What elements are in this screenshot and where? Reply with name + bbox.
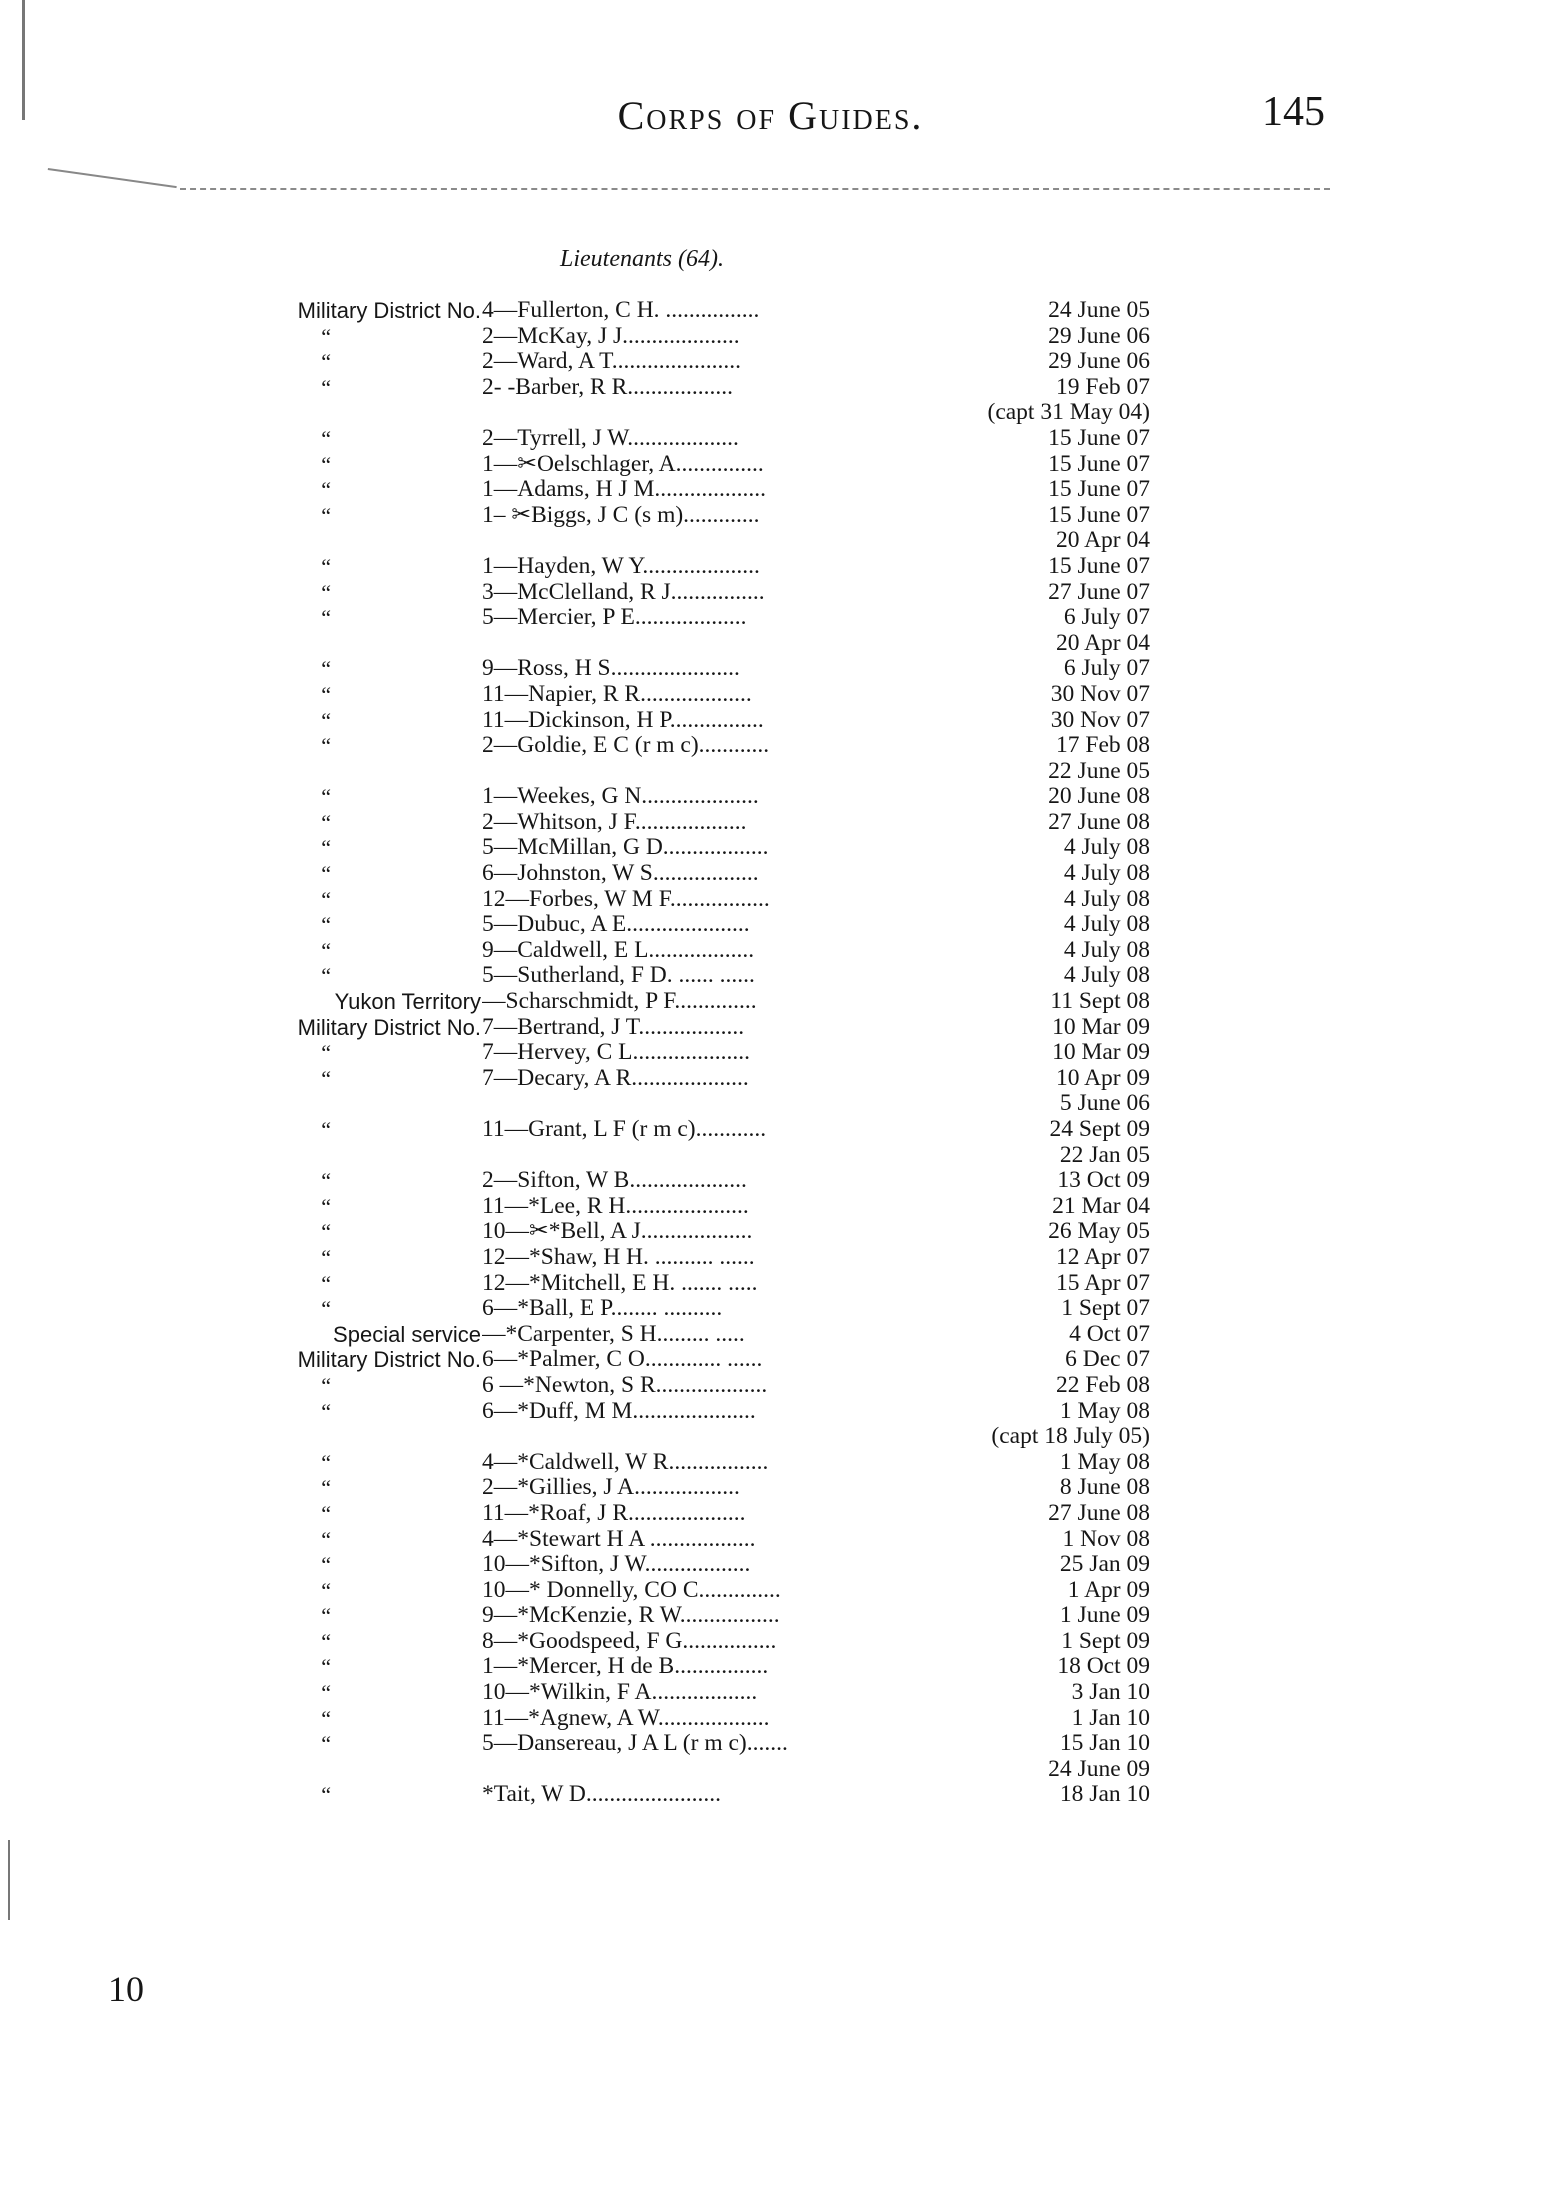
list-item — [0, 1296, 1541, 1322]
rank-note: (capt 18 July 05) — [991, 1423, 1150, 1450]
officer-name: 9—Ross, H S...................... — [482, 656, 740, 682]
unit-label: Military District No. — [297, 1347, 481, 1373]
seniority-date: 4 July 08 — [1063, 885, 1150, 912]
officer-name: 11—*Roaf, J R.................... — [482, 1500, 746, 1526]
list-item — [0, 503, 1541, 529]
list-item — [0, 1654, 1541, 1680]
ditto-mark: “ — [321, 963, 331, 989]
seniority-date: 15 June 07 — [1048, 552, 1150, 579]
seniority-date: 5 June 06 — [1059, 1090, 1150, 1117]
officer-name: 5—Sutherland, F D. ...... ...... — [482, 963, 755, 989]
seniority-date: 24 June 09 — [1048, 1755, 1150, 1782]
list-item — [0, 605, 1541, 631]
officer-name: 10—* Donnelly, CO C.............. — [482, 1577, 781, 1603]
list-item — [0, 1194, 1541, 1220]
header-stroke-left — [46, 168, 177, 202]
seniority-date: 4 July 08 — [1063, 911, 1150, 938]
seniority-date: 10 Apr 09 — [1056, 1064, 1150, 1091]
seniority-date: 15 June 07 — [1048, 450, 1150, 477]
officer-name: 2—Sifton, W B.................... — [482, 1168, 747, 1194]
officer-name: 1—Weekes, G N.................... — [482, 784, 759, 810]
list-item — [0, 1706, 1541, 1732]
list-item — [0, 1731, 1541, 1757]
ditto-mark: “ — [321, 477, 331, 503]
seniority-date: 4 July 08 — [1063, 860, 1150, 887]
ditto-mark: “ — [321, 1193, 331, 1219]
ditto-mark: “ — [321, 605, 331, 631]
list-item — [0, 375, 1541, 401]
officer-name: 5—Mercier, P E................... — [482, 605, 747, 631]
officer-name: 1—Hayden, W Y.................... — [482, 553, 760, 579]
list-item — [0, 708, 1541, 734]
list-item — [0, 1322, 1541, 1348]
seniority-date: 26 May 05 — [1048, 1218, 1150, 1245]
list-item — [0, 759, 1541, 785]
page-number: 145 — [1262, 89, 1325, 135]
lieutenants-list — [0, 298, 1541, 1808]
seniority-date: 20 June 08 — [1048, 783, 1150, 810]
ditto-mark: “ — [321, 1270, 331, 1296]
officer-name: 1—✂Oelschlager, A............... — [482, 451, 764, 477]
unit-label: Yukon Territory — [334, 989, 481, 1015]
list-item — [0, 835, 1541, 861]
ditto-mark: “ — [321, 1475, 331, 1501]
seniority-date: 29 June 06 — [1048, 348, 1150, 375]
officer-name: 6—*Duff, M M..................... — [482, 1398, 756, 1424]
ditto-mark: “ — [321, 1680, 331, 1706]
ditto-mark: “ — [321, 1296, 331, 1322]
ditto-mark: “ — [321, 1500, 331, 1526]
seniority-date: 8 June 08 — [1059, 1474, 1150, 1501]
seniority-date: 10 Mar 09 — [1052, 1039, 1150, 1066]
ditto-mark: “ — [321, 349, 331, 375]
officer-name: 12—*Shaw, H H. .......... ...... — [482, 1244, 755, 1270]
list-item — [0, 1219, 1541, 1245]
list-item — [0, 349, 1541, 375]
list-item — [0, 1578, 1541, 1604]
ditto-mark: “ — [321, 656, 331, 682]
seniority-date: 18 Jan 10 — [1059, 1781, 1150, 1808]
ditto-mark: “ — [321, 323, 331, 349]
officer-name: 4—*Caldwell, W R................. — [482, 1449, 769, 1475]
seniority-date: 29 June 06 — [1048, 322, 1150, 349]
list-item — [0, 938, 1541, 964]
officer-name: 9—Caldwell, E L.................. — [482, 937, 755, 963]
ditto-mark: “ — [321, 784, 331, 810]
seniority-date: 10 Mar 09 — [1052, 1013, 1150, 1040]
seniority-date: 22 Jan 05 — [1059, 1141, 1150, 1168]
list-item — [0, 1399, 1541, 1425]
seniority-date: 1 Jan 10 — [1071, 1704, 1150, 1731]
ditto-mark: “ — [321, 374, 331, 400]
officer-name: 5—Dansereau, J A L (r m c)....... — [482, 1731, 788, 1757]
ditto-mark: “ — [321, 681, 331, 707]
officer-name: 6 —*Newton, S R................... — [482, 1372, 768, 1398]
list-item — [0, 989, 1541, 1015]
ditto-mark: “ — [321, 733, 331, 759]
rank-note: (capt 31 May 04) — [987, 399, 1150, 426]
officer-name: 11—*Lee, R H..................... — [482, 1193, 749, 1219]
list-item — [0, 298, 1541, 324]
ditto-mark: “ — [321, 912, 331, 938]
seniority-date: 1 June 09 — [1059, 1602, 1150, 1629]
officer-name: 11—Napier, R R................... — [482, 681, 752, 707]
officer-name: 7—Decary, A R.................... — [482, 1065, 749, 1091]
seniority-date: 15 June 07 — [1048, 501, 1150, 528]
list-item — [0, 400, 1541, 426]
list-item — [0, 1347, 1541, 1373]
ditto-mark: “ — [321, 1040, 331, 1066]
list-item — [0, 1168, 1541, 1194]
seniority-date: 1 Apr 09 — [1067, 1576, 1150, 1603]
seniority-date: 1 Nov 08 — [1062, 1525, 1150, 1552]
list-item — [0, 631, 1541, 657]
officer-name: 7—Bertrand, J T.................. — [482, 1014, 745, 1040]
seniority-date: 1 May 08 — [1059, 1448, 1150, 1475]
officer-name: 2—McKay, J J.................... — [482, 323, 740, 349]
page-title: Corps of Guides. — [617, 93, 924, 138]
unit-label: Military District No. — [297, 1014, 481, 1040]
signature-mark: 10 — [108, 1969, 144, 2009]
ditto-mark: “ — [321, 1219, 331, 1245]
seniority-date: 6 July 07 — [1063, 655, 1150, 682]
list-item — [0, 452, 1541, 478]
officer-name: 1—*Mercer, H de B................ — [482, 1654, 769, 1680]
officer-name: 12—Forbes, W M F................. — [482, 886, 770, 912]
seniority-date: 1 Sept 07 — [1061, 1295, 1150, 1322]
list-item — [0, 1757, 1541, 1783]
list-item — [0, 580, 1541, 606]
list-item — [0, 1629, 1541, 1655]
unit-label: Special service — [333, 1321, 481, 1347]
list-item — [0, 477, 1541, 503]
list-item — [0, 1475, 1541, 1501]
officer-name: *Tait, W D....................... — [482, 1782, 722, 1808]
list-item — [0, 1040, 1541, 1066]
list-item — [0, 1782, 1541, 1808]
seniority-date: 15 Apr 07 — [1056, 1269, 1150, 1296]
seniority-date: 15 June 07 — [1048, 476, 1150, 503]
seniority-date: 6 July 07 — [1063, 604, 1150, 631]
officer-name: 5—Dubuc, A E..................... — [482, 912, 750, 938]
seniority-date: 22 June 05 — [1048, 757, 1150, 784]
ditto-mark: “ — [321, 425, 331, 451]
officer-name: 2—Whitson, J F................... — [482, 809, 747, 835]
list-item — [0, 733, 1541, 759]
ditto-mark: “ — [321, 1398, 331, 1424]
ditto-mark: “ — [321, 1372, 331, 1398]
seniority-date: 4 Oct 07 — [1069, 1320, 1150, 1347]
ditto-mark: “ — [321, 553, 331, 579]
ditto-mark: “ — [321, 1654, 331, 1680]
ditto-mark: “ — [321, 1552, 331, 1578]
list-item — [0, 963, 1541, 989]
ditto-mark: “ — [321, 1705, 331, 1731]
seniority-date: 13 Oct 09 — [1057, 1167, 1150, 1194]
seniority-date: 3 Jan 10 — [1071, 1679, 1150, 1706]
officer-name: 10—✂*Bell, A J................... — [482, 1219, 753, 1245]
list-item — [0, 810, 1541, 836]
officer-name: 6—*Palmer, C O............. ...... — [482, 1347, 763, 1373]
seniority-date: 11 Sept 08 — [1050, 988, 1150, 1015]
seniority-date: 1 Sept 09 — [1061, 1627, 1150, 1654]
seniority-date: 18 Oct 09 — [1057, 1653, 1150, 1680]
ditto-mark: “ — [321, 861, 331, 887]
list-item — [0, 426, 1541, 452]
seniority-date: 27 June 07 — [1048, 578, 1150, 605]
list-item — [0, 1603, 1541, 1629]
officer-name: 8—*Goodspeed, F G................ — [482, 1628, 777, 1654]
ditto-mark: “ — [321, 886, 331, 912]
officer-name: 4—*Stewart H A .................. — [482, 1526, 756, 1552]
seniority-date: 20 Apr 04 — [1056, 527, 1150, 554]
list-item — [0, 1424, 1541, 1450]
list-item — [0, 1066, 1541, 1092]
ditto-mark: “ — [321, 579, 331, 605]
officer-name: 6—Johnston, W S.................. — [482, 861, 759, 887]
list-item — [0, 912, 1541, 938]
seniority-date: 6 Dec 07 — [1065, 1346, 1150, 1373]
seniority-date: 25 Jan 09 — [1059, 1551, 1150, 1578]
ditto-mark: “ — [321, 1449, 331, 1475]
list-item — [0, 1552, 1541, 1578]
ditto-mark: “ — [321, 937, 331, 963]
officer-name: 11—Grant, L F (r m c)............ — [482, 1117, 767, 1142]
margin-mark — [22, 0, 25, 120]
ditto-mark: “ — [321, 502, 331, 528]
ditto-mark: “ — [321, 707, 331, 733]
list-item — [0, 682, 1541, 708]
list-item — [0, 1680, 1541, 1706]
officer-name: 9—*McKenzie, R W................. — [482, 1603, 780, 1629]
officer-name: 6—*Ball, E P........ .......... — [482, 1296, 723, 1322]
list-item — [0, 528, 1541, 554]
officer-name: 2—*Gillies, J A.................. — [482, 1475, 740, 1501]
officer-name: —Scharschmidt, P F.............. — [482, 989, 757, 1015]
seniority-date: 1 May 08 — [1059, 1397, 1150, 1424]
seniority-date: 4 July 08 — [1063, 834, 1150, 861]
officer-name: 11—Dickinson, H P................ — [482, 707, 764, 733]
section-heading: Lieutenants (64). — [560, 246, 724, 272]
list-item — [0, 861, 1541, 887]
list-item — [0, 656, 1541, 682]
seniority-date: 27 June 08 — [1048, 1499, 1150, 1526]
list-item — [0, 324, 1541, 350]
officer-name: 1– ✂Biggs, J C (s m)............. — [482, 502, 760, 528]
list-item — [0, 1373, 1541, 1399]
seniority-date: 4 July 08 — [1063, 962, 1150, 989]
officer-name: 5—McMillan, G D.................. — [482, 835, 769, 861]
list-item — [0, 1015, 1541, 1041]
seniority-date: 24 June 05 — [1048, 297, 1150, 323]
seniority-date: 22 Feb 08 — [1056, 1371, 1150, 1398]
ditto-mark: “ — [321, 1244, 331, 1270]
officer-name: 2—Goldie, E C (r m c)............ — [482, 733, 770, 759]
list-item — [0, 1245, 1541, 1271]
seniority-date: 24 Sept 09 — [1049, 1116, 1150, 1142]
list-item — [0, 1117, 1541, 1143]
seniority-date: 20 Apr 04 — [1056, 629, 1150, 656]
list-item — [0, 1091, 1541, 1117]
unit-label: Military District No. — [297, 298, 481, 323]
officer-name: 10—*Sifton, J W.................. — [482, 1552, 751, 1578]
seniority-date: 30 Nov 07 — [1050, 680, 1150, 707]
officer-name: 4—Fullerton, C H. ................ — [482, 298, 760, 323]
header-rule — [180, 188, 1330, 190]
officer-name: 11—*Agnew, A W................... — [482, 1705, 770, 1731]
list-item — [0, 784, 1541, 810]
ditto-mark: “ — [321, 451, 331, 477]
officer-name: 2- -Barber, R R.................. — [482, 374, 733, 400]
ditto-mark: “ — [321, 1065, 331, 1091]
list-item — [0, 554, 1541, 580]
seniority-date: 21 Mar 04 — [1052, 1192, 1150, 1219]
list-item — [0, 1450, 1541, 1476]
list-item — [0, 1271, 1541, 1297]
officer-name: 12—*Mitchell, E H. ....... ..... — [482, 1270, 758, 1296]
seniority-date: 4 July 08 — [1063, 936, 1150, 963]
officer-name: 10—*Wilkin, F A.................. — [482, 1680, 758, 1706]
ditto-mark: “ — [321, 1117, 331, 1142]
ditto-mark: “ — [321, 1628, 331, 1654]
list-item — [0, 887, 1541, 913]
list-item — [0, 1501, 1541, 1527]
seniority-date: 17 Feb 08 — [1056, 732, 1150, 759]
ditto-mark: “ — [321, 1168, 331, 1194]
officer-name: 1—Adams, H J M................... — [482, 477, 766, 503]
seniority-date: 15 Jan 10 — [1059, 1730, 1150, 1757]
seniority-date: 27 June 08 — [1048, 808, 1150, 835]
officer-name: 2—Ward, A T...................... — [482, 349, 741, 375]
officer-name: —*Carpenter, S H......... ..... — [482, 1321, 745, 1347]
margin-mark — [8, 1840, 10, 1920]
ditto-mark: “ — [321, 1526, 331, 1552]
ditto-mark: “ — [321, 1577, 331, 1603]
list-item — [0, 1527, 1541, 1553]
ditto-mark: “ — [321, 1603, 331, 1629]
officer-name: 2—Tyrrell, J W................... — [482, 425, 739, 451]
ditto-mark: “ — [321, 1782, 331, 1808]
ditto-mark: “ — [321, 809, 331, 835]
seniority-date: 19 Feb 07 — [1056, 373, 1150, 400]
seniority-date: 12 Apr 07 — [1056, 1243, 1150, 1270]
seniority-date: 15 June 07 — [1048, 424, 1150, 451]
ditto-mark: “ — [321, 835, 331, 861]
officer-name: 7—Hervey, C L.................... — [482, 1040, 751, 1066]
ditto-mark: “ — [321, 1731, 331, 1757]
officer-name: 3—McClelland, R J................ — [482, 579, 765, 605]
seniority-date: 30 Nov 07 — [1050, 706, 1150, 733]
list-item — [0, 1143, 1541, 1169]
